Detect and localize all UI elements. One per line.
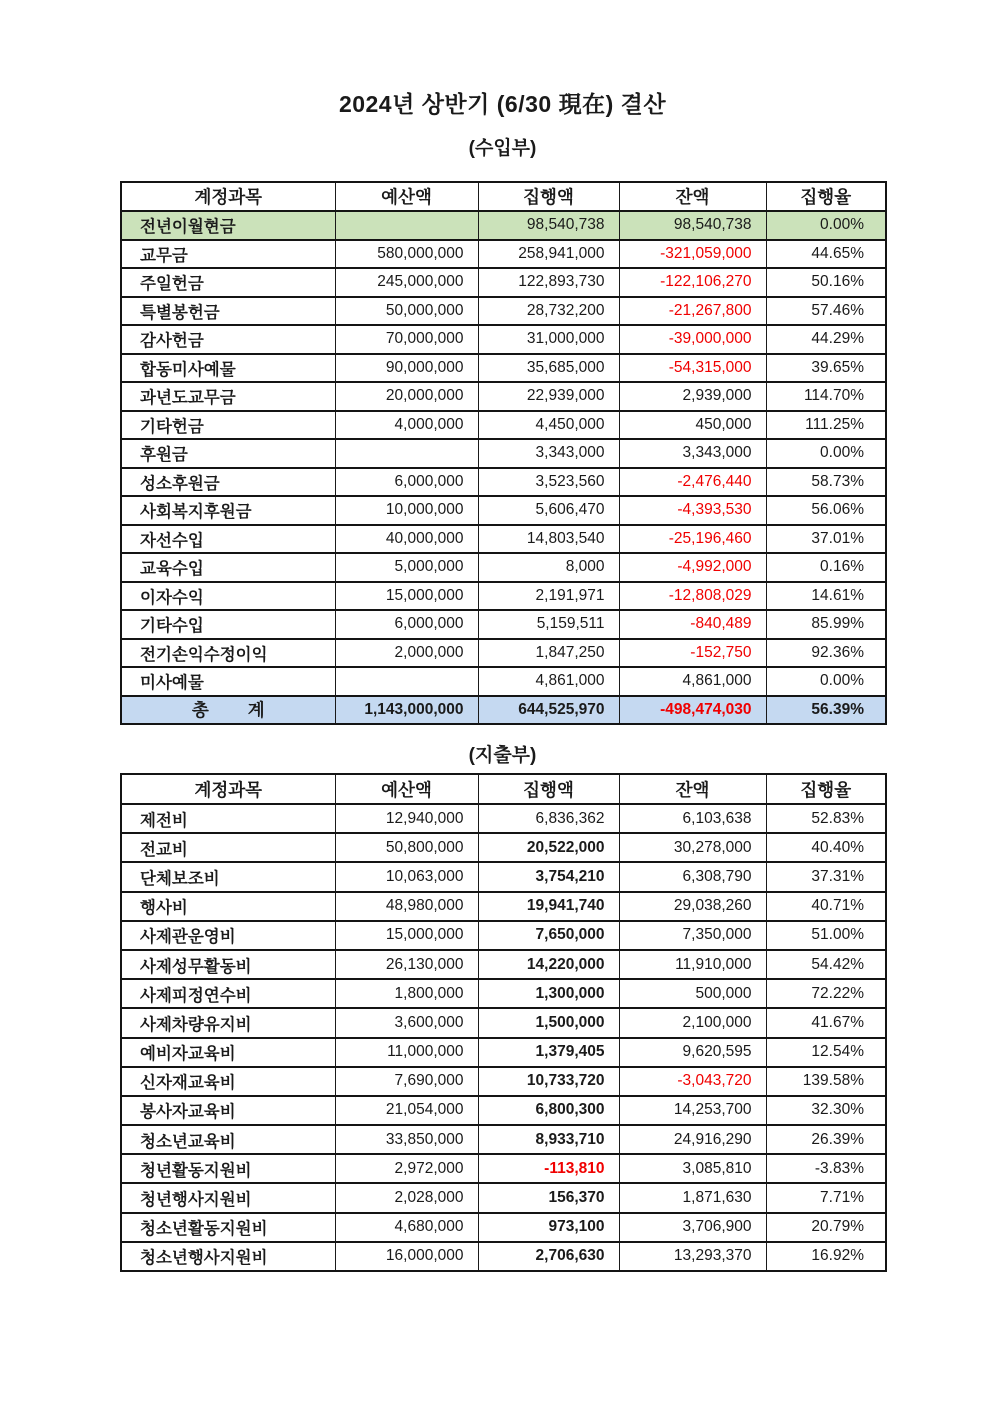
cell-balance: 2,100,000 [619, 1008, 766, 1037]
cell-budget: 3,600,000 [335, 1008, 478, 1037]
table-row [121, 667, 886, 696]
cell-rate: 111.25% [766, 411, 886, 440]
cell-account: 교육수입 [121, 553, 335, 582]
cell-balance: 30,278,000 [619, 833, 766, 862]
cell-rate: -3.83% [766, 1154, 886, 1183]
cell-balance: 9,620,595 [619, 1038, 766, 1067]
cell-account: 사제피정연수비 [121, 979, 335, 1008]
cell-balance: 24,916,290 [619, 1125, 766, 1154]
cell-spent: 8,933,710 [478, 1125, 619, 1154]
cell-balance: -39,000,000 [619, 325, 766, 354]
table-row [121, 1213, 886, 1242]
cell-spent: 4,861,000 [478, 667, 619, 696]
cell-account: 전교비 [121, 833, 335, 862]
cell-spent: 14,220,000 [478, 950, 619, 979]
cell-account: 감사헌금 [121, 325, 335, 354]
table-row [121, 1038, 886, 1067]
cell-spent: 258,941,000 [478, 240, 619, 269]
cell-rate: 51.00% [766, 921, 886, 950]
table-row [121, 268, 886, 297]
cell-spent: 3,523,560 [478, 468, 619, 497]
cell-rate: 139.58% [766, 1067, 886, 1096]
cell-budget: 4,680,000 [335, 1213, 478, 1242]
cell-budget: 15,000,000 [335, 582, 478, 611]
cell-spent: 1,379,405 [478, 1038, 619, 1067]
cell-account: 전기손익수정이익 [121, 639, 335, 668]
cell-account: 사회복지후원금 [121, 496, 335, 525]
col-header-budget: 예산액 [335, 182, 478, 211]
cell-balance: -321,059,000 [619, 240, 766, 269]
cell-rate: 7.71% [766, 1183, 886, 1212]
cell-rate: 44.65% [766, 240, 886, 269]
cell-balance: 6,308,790 [619, 862, 766, 891]
expense-header-row [121, 774, 886, 804]
cell-spent: 5,159,511 [478, 610, 619, 639]
cell-account: 사제성무활동비 [121, 950, 335, 979]
cell-account: 기타헌금 [121, 411, 335, 440]
cell-budget: 10,000,000 [335, 496, 478, 525]
cell-balance: 500,000 [619, 979, 766, 1008]
table-row [121, 804, 886, 833]
table-row [121, 639, 886, 668]
cell-budget: 16,000,000 [335, 1242, 478, 1271]
cell-account: 총 계 [121, 696, 335, 725]
cell-budget [335, 667, 478, 696]
cell-spent: 14,803,540 [478, 525, 619, 554]
cell-account: 청소년활동지원비 [121, 1213, 335, 1242]
cell-budget: 40,000,000 [335, 525, 478, 554]
cell-rate: 92.36% [766, 639, 886, 668]
table-row [121, 833, 886, 862]
income-section-label: (수입부) [468, 138, 537, 159]
cell-account: 청소년교육비 [121, 1125, 335, 1154]
cell-account: 성소후원금 [121, 468, 335, 497]
cell-rate: 56.06% [766, 496, 886, 525]
cell-rate: 0.00% [766, 211, 886, 240]
cell-budget: 33,850,000 [335, 1125, 478, 1154]
cell-rate: 16.92% [766, 1242, 886, 1271]
expense-table [120, 773, 887, 1272]
cell-budget: 50,800,000 [335, 833, 478, 862]
col-header-rate: 집행율 [766, 182, 886, 211]
cell-budget: 11,000,000 [335, 1038, 478, 1067]
total-row [121, 696, 886, 725]
cell-budget: 90,000,000 [335, 354, 478, 383]
cell-rate: 44.29% [766, 325, 886, 354]
cell-rate: 114.70% [766, 382, 886, 411]
table-row [121, 325, 886, 354]
cell-budget: 6,000,000 [335, 468, 478, 497]
cell-budget [335, 211, 478, 240]
cell-spent: 35,685,000 [478, 354, 619, 383]
cell-rate: 40.40% [766, 833, 886, 862]
cell-rate: 37.31% [766, 862, 886, 891]
cell-spent: 1,500,000 [478, 1008, 619, 1037]
table-row [121, 297, 886, 326]
cell-balance: 450,000 [619, 411, 766, 440]
cell-budget: 2,028,000 [335, 1183, 478, 1212]
cell-account: 이자수익 [121, 582, 335, 611]
cell-balance: -25,196,460 [619, 525, 766, 554]
cell-rate: 37.01% [766, 525, 886, 554]
cell-account: 전년이월현금 [121, 211, 335, 240]
table-row [121, 1154, 886, 1183]
cell-spent: 2,706,630 [478, 1242, 619, 1271]
cell-spent: 31,000,000 [478, 325, 619, 354]
cell-rate: 41.67% [766, 1008, 886, 1037]
cell-balance: 7,350,000 [619, 921, 766, 950]
cell-spent: -113,810 [478, 1154, 619, 1183]
col-header-balance: 잔액 [619, 182, 766, 211]
cell-balance: 3,343,000 [619, 439, 766, 468]
cell-balance: 2,939,000 [619, 382, 766, 411]
cell-account: 합동미사예물 [121, 354, 335, 383]
cell-balance: -4,393,530 [619, 496, 766, 525]
cell-spent: 8,000 [478, 553, 619, 582]
cell-spent: 1,847,250 [478, 639, 619, 668]
cell-account: 후원금 [121, 439, 335, 468]
cell-account: 사제차량유지비 [121, 1008, 335, 1037]
cell-spent: 1,300,000 [478, 979, 619, 1008]
cell-balance: 1,871,630 [619, 1183, 766, 1212]
cell-spent: 122,893,730 [478, 268, 619, 297]
cell-rate: 39.65% [766, 354, 886, 383]
cell-rate: 58.73% [766, 468, 886, 497]
cell-budget: 5,000,000 [335, 553, 478, 582]
cell-spent: 3,343,000 [478, 439, 619, 468]
table-row [121, 240, 886, 269]
cell-spent: 28,732,200 [478, 297, 619, 326]
cell-account: 청년행사지원비 [121, 1183, 335, 1212]
cell-balance: 4,861,000 [619, 667, 766, 696]
table-row [121, 525, 886, 554]
table-row [121, 496, 886, 525]
table-row [121, 892, 886, 921]
cell-spent: 973,100 [478, 1213, 619, 1242]
cell-budget: 245,000,000 [335, 268, 478, 297]
cell-budget: 12,940,000 [335, 804, 478, 833]
table-row [121, 950, 886, 979]
cell-rate: 40.71% [766, 892, 886, 921]
table-row [121, 1008, 886, 1037]
cell-rate: 72.22% [766, 979, 886, 1008]
cell-account: 사제관운영비 [121, 921, 335, 950]
col-header-balance: 잔액 [619, 774, 766, 804]
col-header-account: 계정과목 [121, 182, 335, 211]
cell-account: 행사비 [121, 892, 335, 921]
cell-rate: 0.00% [766, 439, 886, 468]
cell-account: 단체보조비 [121, 862, 335, 891]
cell-balance: 98,540,738 [619, 211, 766, 240]
table-row [121, 1125, 886, 1154]
cell-rate: 57.46% [766, 297, 886, 326]
table-row [121, 979, 886, 1008]
cell-budget: 48,980,000 [335, 892, 478, 921]
cell-balance: 3,085,810 [619, 1154, 766, 1183]
table-row [121, 1183, 886, 1212]
cell-spent: 6,836,362 [478, 804, 619, 833]
cell-spent: 644,525,970 [478, 696, 619, 725]
cell-account: 교무금 [121, 240, 335, 269]
cell-balance: -840,489 [619, 610, 766, 639]
table-row [121, 921, 886, 950]
cell-balance: -21,267,800 [619, 297, 766, 326]
cell-balance: -2,476,440 [619, 468, 766, 497]
cell-spent: 98,540,738 [478, 211, 619, 240]
table-row [121, 354, 886, 383]
table-row [121, 1242, 886, 1271]
cell-spent: 6,800,300 [478, 1096, 619, 1125]
cell-balance: -122,106,270 [619, 268, 766, 297]
cell-balance: 6,103,638 [619, 804, 766, 833]
cell-balance: -4,992,000 [619, 553, 766, 582]
cell-balance: -152,750 [619, 639, 766, 668]
table-row [121, 1067, 886, 1096]
cell-rate: 0.00% [766, 667, 886, 696]
cell-balance: 29,038,260 [619, 892, 766, 921]
cell-rate: 50.16% [766, 268, 886, 297]
cell-account: 과년도교무금 [121, 382, 335, 411]
table-row [121, 862, 886, 891]
cell-budget: 7,690,000 [335, 1067, 478, 1096]
cell-spent: 4,450,000 [478, 411, 619, 440]
cell-spent: 3,754,210 [478, 862, 619, 891]
table-row [121, 1096, 886, 1125]
cell-balance: -3,043,720 [619, 1067, 766, 1096]
cell-budget: 50,000,000 [335, 297, 478, 326]
table-row [121, 211, 886, 240]
cell-account: 신자재교육비 [121, 1067, 335, 1096]
cell-spent: 19,941,740 [478, 892, 619, 921]
cell-budget: 4,000,000 [335, 411, 478, 440]
cell-account: 청년활동지원비 [121, 1154, 335, 1183]
cell-budget: 26,130,000 [335, 950, 478, 979]
col-header-rate: 집행율 [766, 774, 886, 804]
table-row [121, 439, 886, 468]
table-row [121, 468, 886, 497]
cell-balance: 14,253,700 [619, 1096, 766, 1125]
cell-balance: -12,808,029 [619, 582, 766, 611]
cell-spent: 22,939,000 [478, 382, 619, 411]
cell-spent: 20,522,000 [478, 833, 619, 862]
cell-account: 봉사자교육비 [121, 1096, 335, 1125]
col-header-spent: 집행액 [478, 774, 619, 804]
cell-balance: -498,474,030 [619, 696, 766, 725]
cell-rate: 26.39% [766, 1125, 886, 1154]
col-header-budget: 예산액 [335, 774, 478, 804]
cell-account: 청소년행사지원비 [121, 1242, 335, 1271]
cell-rate: 85.99% [766, 610, 886, 639]
cell-budget: 580,000,000 [335, 240, 478, 269]
cell-budget: 20,000,000 [335, 382, 478, 411]
table-row [121, 582, 886, 611]
cell-rate: 32.30% [766, 1096, 886, 1125]
income-table [120, 181, 887, 725]
table-row [121, 610, 886, 639]
cell-rate: 52.83% [766, 804, 886, 833]
cell-rate: 54.42% [766, 950, 886, 979]
cell-budget [335, 439, 478, 468]
cell-account: 기타수입 [121, 610, 335, 639]
table-row [121, 382, 886, 411]
cell-spent: 10,733,720 [478, 1067, 619, 1096]
cell-rate: 12.54% [766, 1038, 886, 1067]
cell-account: 주일헌금 [121, 268, 335, 297]
cell-account: 예비자교육비 [121, 1038, 335, 1067]
income-header-row [121, 182, 886, 211]
cell-balance: 11,910,000 [619, 950, 766, 979]
cell-budget: 10,063,000 [335, 862, 478, 891]
cell-budget: 1,800,000 [335, 979, 478, 1008]
cell-spent: 156,370 [478, 1183, 619, 1212]
cell-budget: 70,000,000 [335, 325, 478, 354]
cell-balance: 13,293,370 [619, 1242, 766, 1271]
cell-budget: 21,054,000 [335, 1096, 478, 1125]
cell-account: 특별봉헌금 [121, 297, 335, 326]
cell-balance: 3,706,900 [619, 1213, 766, 1242]
cell-account: 자선수입 [121, 525, 335, 554]
cell-account: 제전비 [121, 804, 335, 833]
cell-budget: 6,000,000 [335, 610, 478, 639]
cell-spent: 7,650,000 [478, 921, 619, 950]
cell-spent: 5,606,470 [478, 496, 619, 525]
cell-account: 미사예물 [121, 667, 335, 696]
page-title: 2024년 상반기 (6/30 現在) 결산 [338, 91, 667, 117]
table-row [121, 411, 886, 440]
cell-budget: 1,143,000,000 [335, 696, 478, 725]
cell-balance: -54,315,000 [619, 354, 766, 383]
col-header-account: 계정과목 [121, 774, 335, 804]
cell-rate: 14.61% [766, 582, 886, 611]
table-row [121, 553, 886, 582]
cell-rate: 0.16% [766, 553, 886, 582]
cell-budget: 2,000,000 [335, 639, 478, 668]
expense-section-label: (지출부) [468, 745, 537, 766]
cell-rate: 20.79% [766, 1213, 886, 1242]
cell-spent: 2,191,971 [478, 582, 619, 611]
cell-rate: 56.39% [766, 696, 886, 725]
cell-budget: 2,972,000 [335, 1154, 478, 1183]
col-header-spent: 집행액 [478, 182, 619, 211]
cell-budget: 15,000,000 [335, 921, 478, 950]
